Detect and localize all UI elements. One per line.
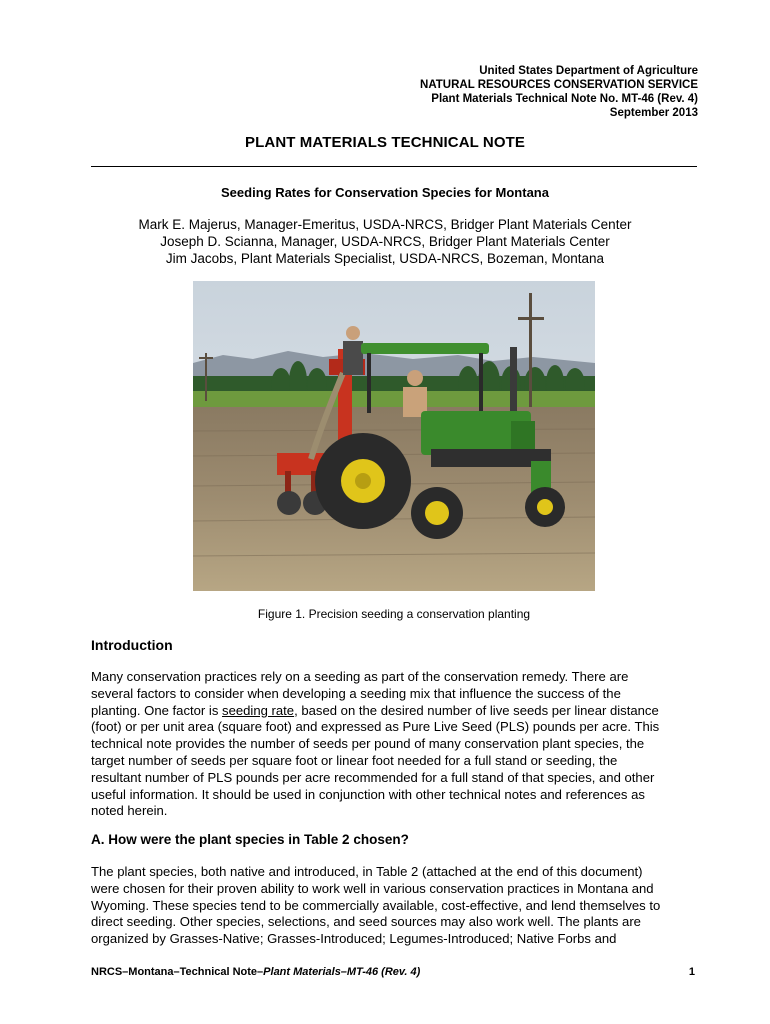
- author-3: Jim Jacobs, Plant Materials Specialist, USDA-NRCS, Bozeman, Montana: [165, 251, 605, 266]
- publication-date: September 2013: [609, 107, 698, 119]
- document-subtitle: Seeding Rates for Conservation Species for Montana: [221, 185, 549, 200]
- tractor-seeding-illustration: [193, 281, 595, 591]
- section-a-paragraph: [91, 864, 703, 948]
- paragraph-line: direct seeding. Other species, selections, and seed sources may also work well. The plants are: [91, 914, 641, 930]
- paragraph-line: resultant number of PLS pounds per acre recommended for a full stand of that species, and other: [91, 769, 655, 785]
- paragraph-line: target number of seeds per square foot or linear foot needed for a full stand or seeding, the: [91, 752, 618, 768]
- page-number: 1: [688, 966, 695, 978]
- figure-photo-tractor: [193, 281, 595, 591]
- paragraph-line-end: , based on the desired number of live seeds per linear distance: [294, 702, 659, 718]
- underlined-term-seeding-rate: seeding rate: [222, 702, 295, 718]
- figure-caption: Figure 1. Precision seeding a conservation planting: [257, 607, 531, 621]
- footer-prefix: NRCS–Montana–Technical Note–: [91, 966, 264, 978]
- paragraph-line: were chosen for their proven ability to work well in various conservation practices in Montana and: [91, 880, 654, 896]
- author-1: Mark E. Majerus, Manager-Emeritus, USDA-NRCS, Bridger Plant Materials Center: [138, 217, 632, 232]
- author-list: [0, 216, 770, 267]
- section-heading-a: A. How were the plant species in Table 2 chosen?: [91, 832, 409, 847]
- paragraph-line: Wyoming. These species tend to be commercially available, cost-effective, and lend themselves to: [91, 897, 661, 913]
- agency-name: United States Department of Agriculture: [479, 65, 698, 77]
- author-2: Joseph D. Scianna, Manager, USDA-NRCS, Bridger Plant Materials Center: [160, 234, 610, 249]
- document-title: PLANT MATERIALS TECHNICAL NOTE: [245, 134, 525, 151]
- paragraph-line: noted herein.: [91, 803, 168, 819]
- paragraph-line: [91, 703, 703, 720]
- paragraph-line: The plant species, both native and introduced, in Table 2 (attached at the end of this document): [91, 864, 643, 879]
- paragraph-line: several factors to consider when developing a seeding mix that influence the success of the: [91, 685, 621, 701]
- paragraph-line: technical note provides the number of seeds per pound of many conservation plant species, the: [91, 736, 645, 752]
- note-number: Plant Materials Technical Note No. MT-46 (Rev. 4): [431, 93, 698, 105]
- page-footer: [91, 966, 420, 978]
- paragraph-line: organized by Grasses-Native; Grasses-Introduced; Legumes-Introduced; Native Forbs and: [91, 931, 617, 947]
- agency-header: [420, 64, 698, 120]
- paragraph-line-start: planting. One factor is: [91, 702, 223, 718]
- title-divider: [91, 166, 697, 167]
- footer-series: Plant Materials–MT-46 (Rev. 4): [263, 966, 421, 978]
- section-heading-introduction: Introduction: [91, 637, 173, 653]
- introduction-paragraph: [91, 669, 703, 820]
- service-name: NATURAL RESOURCES CONSERVATION SERVICE: [420, 79, 698, 91]
- paragraph-line: (foot) or per unit area (square foot) and expressed as Pure Live Seed (PLS) pounds per acre. This: [91, 719, 660, 735]
- paragraph-line: Many conservation practices rely on a seeding as part of the conservation remedy. There are: [91, 669, 629, 684]
- paragraph-line: useful information. It should be used in conjunction with other technical notes and references as: [91, 786, 645, 802]
